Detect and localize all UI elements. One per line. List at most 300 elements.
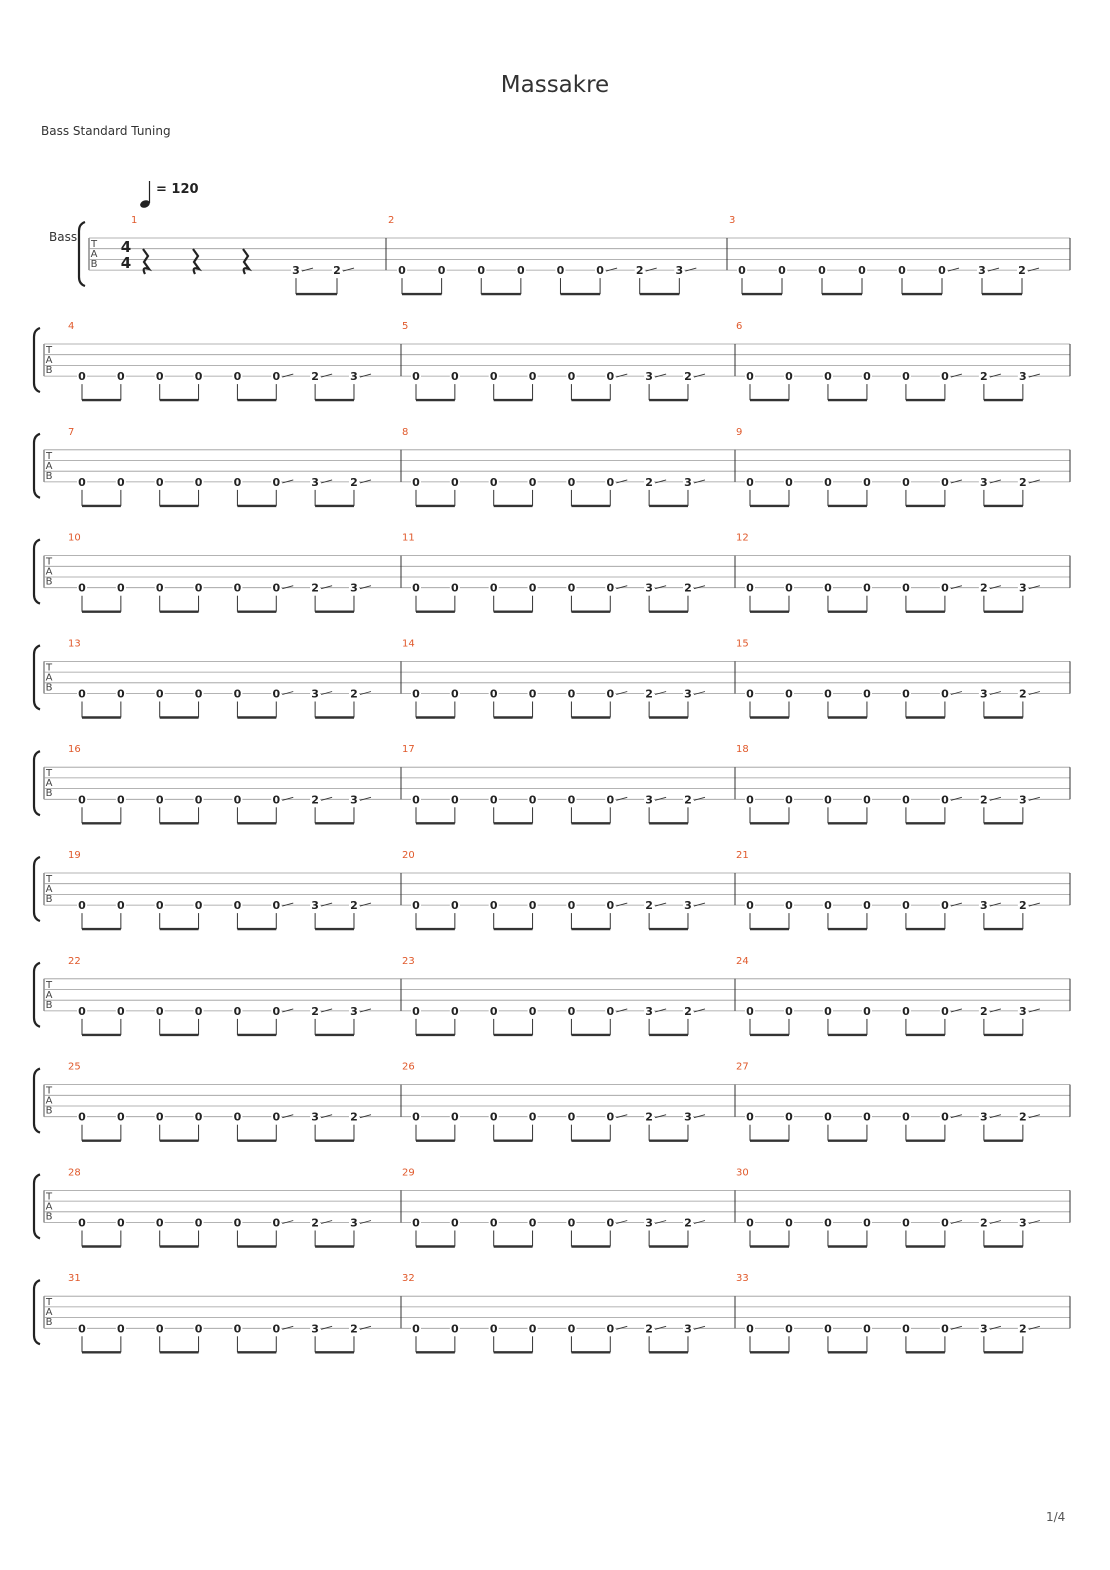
- slide-mark: [951, 1009, 962, 1012]
- slide-mark: [694, 1326, 705, 1329]
- measure-number: 5: [402, 321, 409, 332]
- slide-mark: [1029, 692, 1040, 695]
- measure-number: 23: [402, 955, 415, 967]
- fret-number: 0: [738, 264, 746, 278]
- fret-number: 0: [567, 899, 576, 913]
- slide-mark: [1029, 1115, 1040, 1118]
- fret-number: 0: [233, 475, 242, 489]
- fret-number: 3: [1019, 793, 1027, 807]
- fret-number: 0: [272, 1110, 281, 1124]
- fret-number: 0: [941, 475, 949, 489]
- fret-number: 2: [1019, 475, 1027, 489]
- slide-mark: [655, 692, 666, 695]
- system-bracket: [34, 963, 40, 1027]
- measure-number: 13: [68, 638, 81, 650]
- fret-number: 0: [528, 899, 537, 913]
- fret-number: 3: [980, 1110, 988, 1124]
- slide-mark: [694, 586, 705, 589]
- slide-mark: [321, 586, 332, 589]
- fret-number: 0: [606, 1110, 615, 1124]
- slide-mark: [990, 1009, 1001, 1012]
- fret-number: 0: [155, 1216, 164, 1230]
- slide-mark: [694, 374, 705, 377]
- fret-number: 0: [155, 581, 164, 595]
- fret-number: 2: [311, 370, 319, 384]
- fret-number: 0: [785, 793, 793, 807]
- tab-clef-letter: T: [45, 1085, 53, 1097]
- fret-number: 0: [606, 687, 615, 701]
- slide-mark: [1029, 903, 1040, 906]
- fret-number: 0: [941, 1110, 949, 1124]
- fret-number: 0: [489, 1216, 498, 1230]
- slide-mark: [1029, 586, 1040, 589]
- slide-mark: [360, 797, 371, 800]
- slide-mark: [360, 692, 371, 695]
- slide-mark: [1029, 1009, 1040, 1012]
- slide-mark: [360, 1115, 371, 1118]
- fret-number: 0: [78, 581, 86, 595]
- fret-number: 3: [645, 1216, 653, 1230]
- slide-mark: [694, 797, 705, 800]
- fret-number: 0: [863, 1216, 871, 1230]
- slide-mark: [282, 903, 293, 906]
- fret-number: 0: [746, 1110, 754, 1124]
- tab-clef-letter: T: [45, 556, 53, 568]
- fret-number: 0: [233, 1110, 242, 1124]
- measure-number: 2: [388, 215, 395, 226]
- slide-mark: [321, 480, 332, 483]
- fret-number: 0: [272, 1004, 281, 1018]
- tab-clef-letter: A: [45, 1307, 53, 1319]
- fret-number: 0: [451, 1322, 459, 1336]
- tab-clef-letter: B: [45, 894, 53, 905]
- fret-number: 0: [233, 1004, 242, 1018]
- fret-number: 0: [233, 899, 242, 913]
- fret-number: 2: [350, 1322, 358, 1336]
- fret-number: 0: [412, 370, 420, 384]
- tab-clef-letter: T: [45, 662, 53, 674]
- slide-mark: [655, 1115, 666, 1118]
- slide-mark: [655, 480, 666, 483]
- fret-number: 0: [902, 687, 910, 701]
- time-signature-bottom: 4: [120, 254, 132, 272]
- fret-number: 2: [645, 1110, 653, 1124]
- fret-number: 0: [451, 687, 459, 701]
- fret-number: 2: [684, 581, 692, 595]
- slide-mark: [655, 374, 666, 377]
- fret-number: 0: [272, 793, 281, 807]
- fret-number: 0: [941, 370, 949, 384]
- slide-mark: [655, 1221, 666, 1224]
- fret-number: 0: [824, 1322, 832, 1336]
- tab-clef-letter: A: [45, 1201, 53, 1213]
- fret-number: 0: [233, 687, 242, 701]
- fret-number: 0: [412, 793, 420, 807]
- fret-number: 2: [311, 793, 319, 807]
- fret-number: 2: [684, 1004, 692, 1018]
- measure-number: 6: [736, 321, 743, 332]
- fret-number: 0: [778, 264, 786, 278]
- fret-number: 3: [292, 264, 300, 278]
- fret-number: 0: [489, 793, 498, 807]
- slide-mark: [685, 268, 696, 271]
- slide-mark: [282, 374, 293, 377]
- fret-number: 3: [684, 1322, 692, 1336]
- fret-number: 0: [78, 687, 86, 701]
- slide-mark: [990, 374, 1001, 377]
- fret-number: 2: [311, 1004, 319, 1018]
- fret-number: 0: [272, 687, 281, 701]
- fret-number: 0: [785, 899, 793, 913]
- fret-number: 2: [311, 1216, 319, 1230]
- slide-mark: [1029, 480, 1040, 483]
- slide-mark: [655, 1009, 666, 1012]
- slide-mark: [616, 374, 627, 377]
- measure-number: 8: [402, 426, 409, 438]
- tab-clef-letter: T: [90, 239, 98, 250]
- fret-number: 3: [684, 899, 692, 913]
- fret-number: 0: [863, 899, 871, 913]
- fret-number: 0: [898, 264, 906, 278]
- slide-mark: [302, 268, 313, 271]
- fret-number: 0: [785, 370, 793, 384]
- slide-mark: [616, 1326, 627, 1329]
- fret-number: 0: [824, 687, 832, 701]
- tab-clef-letter: A: [45, 672, 53, 684]
- slide-mark: [951, 480, 962, 483]
- measure-number: 16: [68, 744, 81, 756]
- fret-number: 0: [606, 1216, 615, 1230]
- fret-number: 0: [528, 581, 537, 595]
- fret-number: 2: [980, 1004, 988, 1018]
- fret-number: 3: [684, 475, 692, 489]
- fret-number: 0: [818, 264, 826, 278]
- slide-mark: [694, 1221, 705, 1224]
- fret-number: 0: [567, 687, 576, 701]
- slide-mark: [951, 374, 962, 377]
- fret-number: 0: [528, 1004, 537, 1018]
- fret-number: 0: [78, 370, 86, 384]
- fret-number: 0: [863, 687, 871, 701]
- system-bracket: [34, 1174, 40, 1238]
- fret-number: 0: [489, 687, 498, 701]
- system-bracket: [34, 1069, 40, 1133]
- fret-number: 0: [606, 793, 615, 807]
- system-bracket: [34, 1280, 40, 1344]
- fret-number: 2: [1019, 899, 1027, 913]
- fret-number: 0: [233, 793, 242, 807]
- measure-number: 27: [736, 1061, 749, 1073]
- fret-number: 0: [117, 1322, 125, 1336]
- fret-number: 0: [451, 475, 459, 489]
- fret-number: 0: [824, 370, 832, 384]
- fret-number: 0: [941, 687, 949, 701]
- slide-mark: [321, 1115, 332, 1118]
- slide-mark: [990, 1115, 1001, 1118]
- measure-number: 7: [68, 426, 75, 438]
- slide-mark: [655, 797, 666, 800]
- fret-number: 2: [684, 370, 692, 384]
- fret-number: 0: [824, 793, 832, 807]
- tab-clef-letter: T: [45, 768, 53, 780]
- slide-mark: [616, 1221, 627, 1224]
- measure-number: 19: [68, 850, 81, 861]
- fret-number: 0: [78, 899, 86, 913]
- fret-number: 0: [451, 1004, 459, 1018]
- fret-number: 0: [858, 264, 866, 278]
- fret-number: 0: [117, 1004, 125, 1018]
- fret-number: 2: [645, 899, 653, 913]
- fret-number: 2: [980, 581, 988, 595]
- fret-number: 2: [1019, 1110, 1027, 1124]
- measure-number: 22: [68, 955, 81, 967]
- fret-number: 2: [980, 793, 988, 807]
- fret-number: 3: [645, 1004, 653, 1018]
- fret-number: 0: [567, 581, 576, 595]
- fret-number: 0: [941, 899, 949, 913]
- tab-clef-letter: B: [45, 1317, 53, 1329]
- fret-number: 0: [567, 1110, 576, 1124]
- fret-number: 0: [824, 1110, 832, 1124]
- fret-number: 3: [350, 370, 358, 384]
- slide-mark: [1028, 268, 1039, 271]
- fret-number: 0: [451, 581, 459, 595]
- fret-number: 0: [194, 687, 203, 701]
- measure-number: 21: [736, 850, 749, 861]
- fret-number: 0: [272, 1322, 281, 1336]
- slide-mark: [321, 797, 332, 800]
- measure-number: 3: [729, 215, 736, 226]
- tab-clef-letter: T: [45, 1297, 53, 1309]
- measure-number: 17: [402, 744, 415, 756]
- fret-number: 0: [746, 475, 754, 489]
- slide-mark: [360, 480, 371, 483]
- slide-mark: [951, 692, 962, 695]
- fret-number: 0: [272, 899, 281, 913]
- measure-number: 31: [68, 1273, 81, 1285]
- fret-number: 0: [155, 370, 164, 384]
- fret-number: 0: [785, 1004, 793, 1018]
- fret-number: 0: [272, 475, 281, 489]
- slide-mark: [1029, 797, 1040, 800]
- fret-number: 0: [606, 475, 615, 489]
- fret-number: 0: [746, 581, 754, 595]
- fret-number: 0: [194, 475, 203, 489]
- fret-number: 0: [398, 264, 406, 278]
- fret-number: 0: [194, 1004, 203, 1018]
- fret-number: 3: [350, 1216, 358, 1230]
- slide-mark: [990, 586, 1001, 589]
- fret-number: 2: [350, 1110, 358, 1124]
- fret-number: 0: [233, 1322, 242, 1336]
- fret-number: 0: [412, 1322, 420, 1336]
- fret-number: 0: [941, 793, 949, 807]
- fret-number: 0: [938, 264, 946, 278]
- measure-number: 11: [402, 532, 415, 544]
- fret-number: 0: [863, 370, 871, 384]
- fret-number: 0: [155, 475, 164, 489]
- tab-clef-letter: A: [90, 249, 98, 260]
- slide-mark: [360, 586, 371, 589]
- fret-number: 2: [311, 581, 319, 595]
- slide-mark: [646, 268, 657, 271]
- fret-number: 0: [902, 1004, 910, 1018]
- fret-number: 3: [675, 264, 684, 278]
- instrument-label: Bass: [49, 230, 78, 244]
- fret-number: 0: [489, 1322, 498, 1336]
- fret-number: 3: [311, 899, 319, 913]
- fret-number: 0: [412, 581, 420, 595]
- fret-number: 0: [194, 370, 203, 384]
- fret-number: 0: [824, 581, 832, 595]
- fret-number: 3: [1019, 370, 1027, 384]
- fret-number: 0: [567, 370, 576, 384]
- fret-number: 0: [746, 370, 754, 384]
- tab-clef-letter: A: [45, 884, 53, 895]
- fret-number: 0: [78, 793, 86, 807]
- fret-number: 0: [863, 475, 871, 489]
- fret-number: 0: [785, 475, 793, 489]
- fret-number: 0: [746, 899, 754, 913]
- slide-mark: [655, 586, 666, 589]
- tab-clef-letter: B: [45, 1211, 53, 1223]
- measure-number: 26: [402, 1061, 415, 1073]
- measure-number: 24: [736, 955, 749, 967]
- slide-mark: [990, 1326, 1001, 1329]
- fret-number: 0: [785, 1110, 793, 1124]
- fret-number: 0: [155, 1322, 164, 1336]
- tab-clef-letter: B: [45, 788, 53, 800]
- slide-mark: [655, 1326, 666, 1329]
- fret-number: 0: [489, 1004, 498, 1018]
- fret-number: 0: [194, 793, 203, 807]
- fret-number: 3: [350, 581, 358, 595]
- fret-number: 0: [517, 264, 525, 278]
- slide-mark: [282, 797, 293, 800]
- measure-number: 1: [131, 215, 138, 226]
- fret-number: 0: [155, 899, 164, 913]
- fret-number: 0: [606, 581, 615, 595]
- fret-number: 0: [606, 1004, 615, 1018]
- fret-number: 0: [117, 370, 125, 384]
- fret-number: 2: [645, 687, 653, 701]
- fret-number: 0: [489, 1110, 498, 1124]
- system-bracket: [34, 751, 40, 815]
- fret-number: 0: [941, 1004, 949, 1018]
- fret-number: 0: [902, 370, 910, 384]
- fret-number: 3: [980, 687, 988, 701]
- slide-mark: [951, 797, 962, 800]
- fret-number: 0: [412, 1216, 420, 1230]
- fret-number: 0: [567, 1216, 576, 1230]
- slide-mark: [1029, 374, 1040, 377]
- tab-clef-letter: B: [45, 1105, 53, 1117]
- measure-number: 15: [736, 638, 749, 650]
- tuning-label: Bass Standard Tuning: [41, 124, 171, 138]
- fret-number: 0: [596, 264, 604, 278]
- slide-mark: [951, 1326, 962, 1329]
- slide-mark: [321, 374, 332, 377]
- fret-number: 3: [645, 370, 653, 384]
- tab-clef-letter: T: [45, 1191, 53, 1203]
- tab-clef-letter: B: [45, 470, 53, 482]
- system-bracket: [34, 540, 40, 604]
- fret-number: 0: [567, 1322, 576, 1336]
- system-bracket: [79, 222, 85, 286]
- fret-number: 0: [233, 1216, 242, 1230]
- fret-number: 0: [863, 581, 871, 595]
- measure-number: 12: [736, 532, 749, 544]
- fret-number: 0: [451, 899, 459, 913]
- fret-number: 0: [528, 687, 537, 701]
- fret-number: 0: [412, 1004, 420, 1018]
- slide-mark: [282, 480, 293, 483]
- fret-number: 0: [528, 370, 537, 384]
- fret-number: 0: [785, 581, 793, 595]
- slide-mark: [360, 1326, 371, 1329]
- fret-number: 0: [272, 370, 281, 384]
- fret-number: 3: [684, 687, 692, 701]
- slide-mark: [282, 1115, 293, 1118]
- tab-clef-letter: A: [45, 778, 53, 790]
- slide-mark: [282, 1326, 293, 1329]
- slide-mark: [988, 268, 999, 271]
- slide-mark: [694, 1115, 705, 1118]
- fret-number: 0: [155, 687, 164, 701]
- fret-number: 0: [746, 687, 754, 701]
- fret-number: 0: [233, 581, 242, 595]
- fret-number: 2: [684, 1216, 692, 1230]
- fret-number: 0: [272, 1216, 281, 1230]
- system-bracket: [34, 645, 40, 709]
- measure-number: 33: [736, 1273, 749, 1285]
- fret-number: 0: [528, 1322, 537, 1336]
- fret-number: 2: [333, 264, 341, 278]
- fret-number: 0: [451, 1216, 459, 1230]
- fret-number: 0: [489, 581, 498, 595]
- fret-number: 0: [606, 370, 615, 384]
- fret-number: 0: [272, 581, 281, 595]
- fret-number: 0: [824, 899, 832, 913]
- measure-number: 25: [68, 1061, 81, 1073]
- slide-mark: [655, 903, 666, 906]
- fret-number: 0: [824, 1216, 832, 1230]
- fret-number: 3: [980, 1322, 988, 1336]
- tab-clef-letter: B: [90, 259, 98, 270]
- fret-number: 3: [684, 1110, 692, 1124]
- slide-mark: [990, 1221, 1001, 1224]
- tab-clef-letter: B: [45, 682, 53, 694]
- measure-number: 4: [68, 321, 75, 332]
- fret-number: 3: [980, 475, 988, 489]
- fret-number: 0: [78, 1004, 86, 1018]
- tab-clef-letter: A: [45, 989, 53, 1001]
- fret-number: 0: [902, 475, 910, 489]
- fret-number: 0: [785, 1322, 793, 1336]
- fret-number: 0: [194, 1216, 203, 1230]
- page-number: 1/4: [1046, 1510, 1066, 1524]
- fret-number: 0: [78, 475, 86, 489]
- fret-number: 0: [489, 475, 498, 489]
- slide-mark: [321, 692, 332, 695]
- slide-mark: [1029, 1221, 1040, 1224]
- fret-number: 0: [606, 899, 615, 913]
- fret-number: 3: [350, 1004, 358, 1018]
- fret-number: 0: [451, 1110, 459, 1124]
- tab-clef-letter: T: [45, 450, 53, 462]
- time-signature-top: 4: [120, 238, 132, 256]
- fret-number: 0: [902, 899, 910, 913]
